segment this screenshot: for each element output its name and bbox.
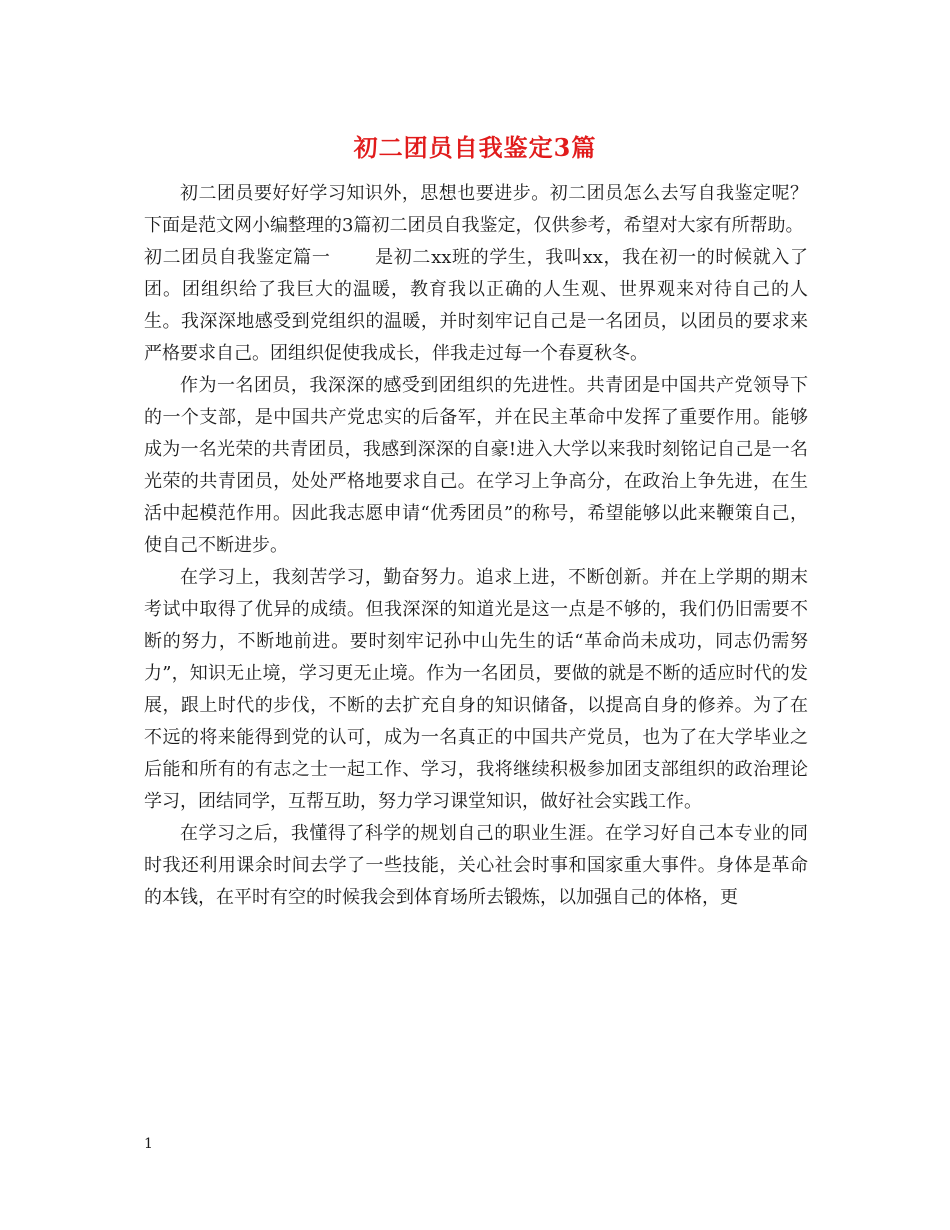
document-body [144,178,808,914]
body-paragraph: 在学习上，我刻苦学习，勤奋努力。追求上进，不断创新。并在上学期的期末考试中取得了优异的成绩。但我深深的知道光是这一点是不够的，我们仍旧需要不断的努力，不断地前进。要时刻牢记孙中山先生的话“革命尚未成功，同志仍需努力”，知识无止境，学习更无止境。作为一名团员，要做的就是不断的适应时代的发展，跟上时代的步伐，不断的去扩充自身的知识储备，以提高自身的修养。为了在不远的将来能得到党的认可，成为一名真正的中国共产党员，也为了在大学毕业之后能和所有的有志之士一起工作、学习，我将继续积极参加团支部组织的政治理论学习，团结同学，互帮互助，努力学习课堂知识，做好社会实践工作。 [144,567,808,812]
section-first-text: 是初二xx班的学生，我叫xx，我在初一的时候就入了团。团组织给了我巨大的温暖，教育我以正确的人生观、世界观来对待自己的人生。我深深地感受到党组织的温暖，并时刻牢记自己是一名团员，以团员的要求来严格要求自己。团组织促使我成长，伴我走过每一个春夏秋冬。 [144,247,808,364]
section-first-paragraph [144,242,808,370]
body-paragraph: 作为一名团员，我深深的感受到团组织的先进性。共青团是中国共产党领导下的一个支部，是中国共产党忠实的后备军，并在民主革命中发挥了重要作用。能够成为一名光荣的共青团员，我感到深深的自豪!进入大学以来我时刻铭记自己是一名光荣的共青团员，处处严格地要求自己。在学习上争高分，在政治上争先进，在生活中起模范作用。因此我志愿申请“优秀团员”的称号，希望能够以此来鞭策自己，使自己不断进步。 [144,375,808,556]
section-heading: 初二团员自我鉴定篇一 [144,247,331,268]
intro-paragraph: 初二团员要好好学习知识外，思想也要进步。初二团员怎么去写自我鉴定呢？下面是范文网小编整理的3篇初二团员自我鉴定，仅供参考，希望对大家有所帮助。 [144,183,808,236]
page-number: 1 [144,1136,153,1152]
body-paragraph: 在学习之后，我懂得了科学的规划自己的职业生涯。在学习好自己本专业的同时我还利用课余时间去学了一些技能，关心社会时事和国家重大事件。身体是革命的本钱，在平时有空的时候我会到体育场所去锻炼，以加强自己的体格，更 [144,823,808,908]
document-title: 初二团员自我鉴定3篇 [353,133,597,162]
